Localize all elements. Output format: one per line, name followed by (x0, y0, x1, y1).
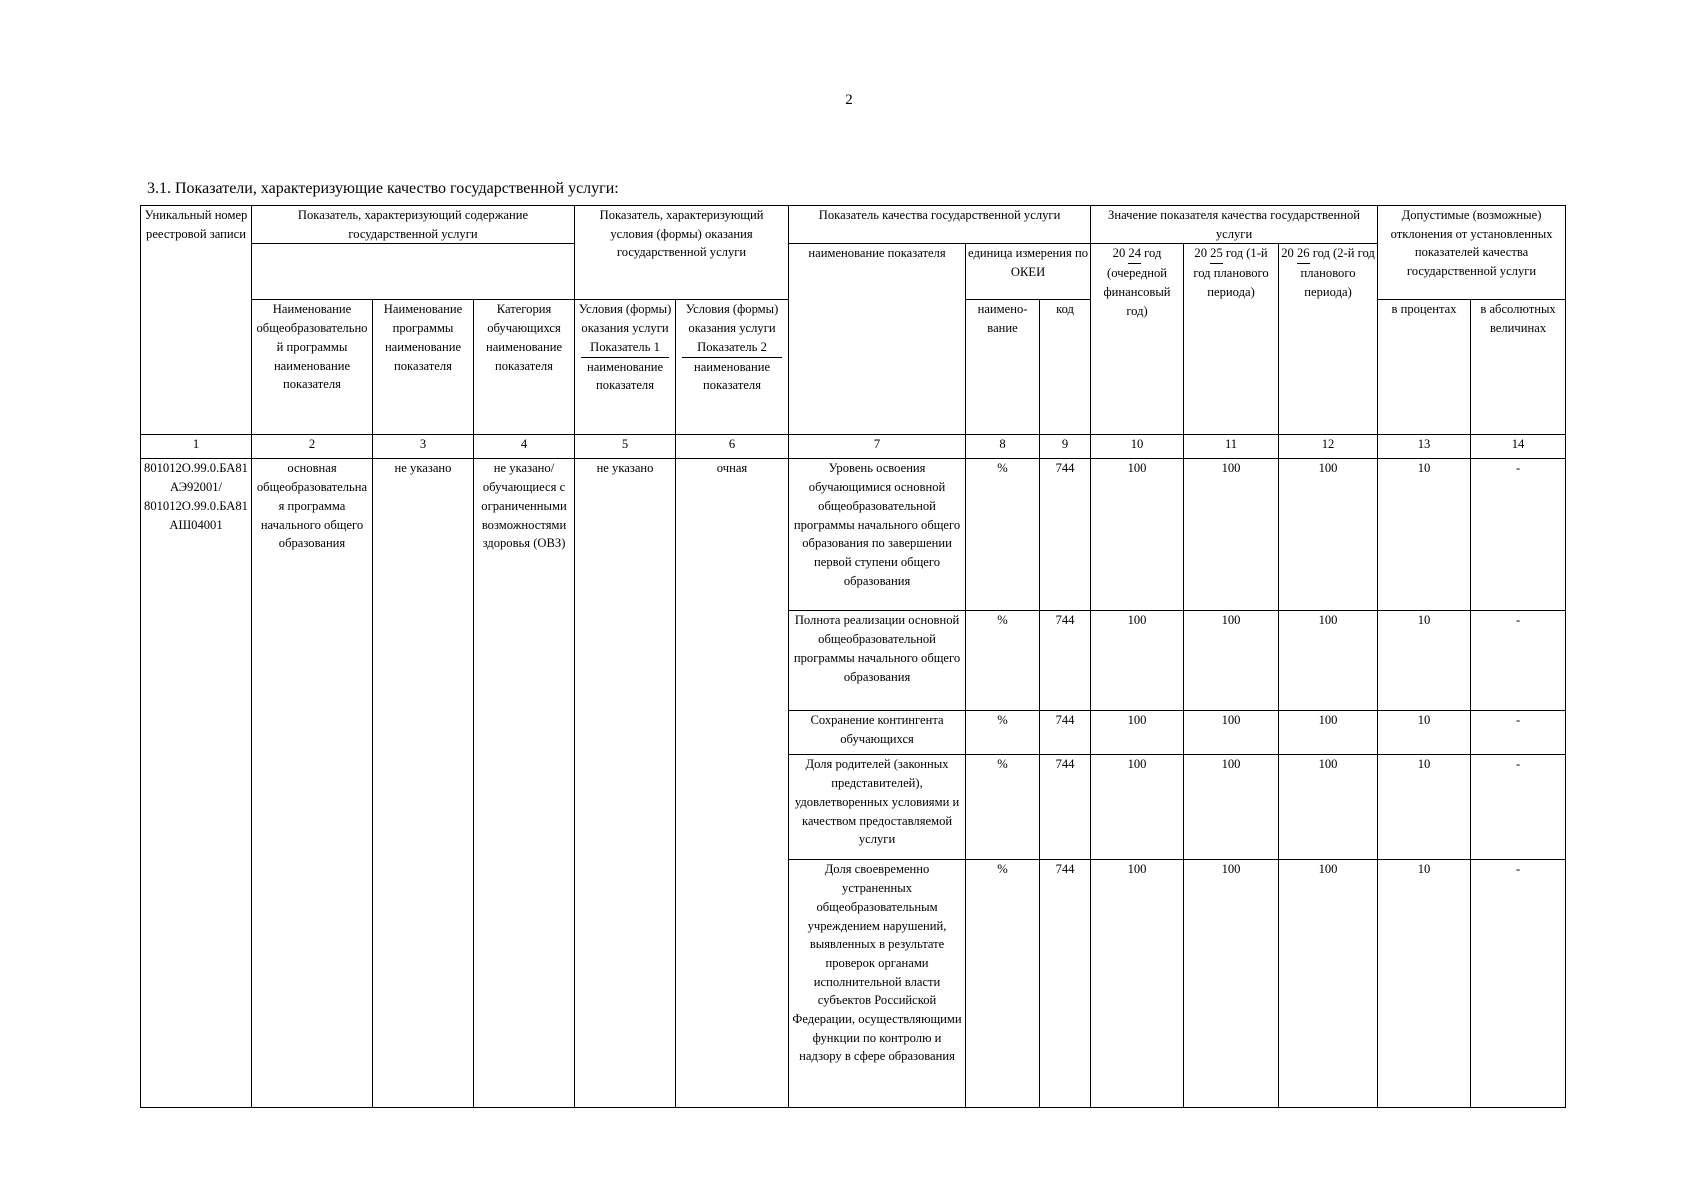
indicator-year-2: 100 (1184, 611, 1279, 711)
year-2-suffix: год (1-й год планового периода) (1193, 246, 1269, 299)
indicator-year-3: 100 (1279, 459, 1378, 611)
year-3-prefix: 20 (1281, 246, 1294, 261)
header-col-3-sub: наименование показателя (384, 339, 462, 373)
header-unit-okei: единица измерения по ОКЕИ (966, 244, 1091, 300)
header-content-blank (252, 244, 575, 300)
indicator-name: Сохранение контингента обучающихся (789, 711, 966, 755)
indicator-dev-percent: 10 (1378, 459, 1471, 611)
indicator-unit: % (966, 711, 1040, 755)
indicator-year-1: 100 (1091, 459, 1184, 611)
header-col-2-sub: наименование показателя (273, 358, 351, 392)
indicator-dev-absolute: - (1471, 711, 1566, 755)
header-col-4-title: Категория обучающихся (487, 302, 561, 336)
indicator-dev-absolute: - (1471, 860, 1566, 1108)
indicator-dev-absolute: - (1471, 755, 1566, 860)
indicator-dev-absolute: - (1471, 611, 1566, 711)
header-col-4 (474, 300, 575, 435)
header-col-4-sub: наименование показателя (485, 339, 563, 373)
header-conditions-group: Показатель, характеризующий условия (формы) оказания государственной услуги (575, 206, 789, 300)
record-condition-2: очная (676, 459, 789, 1108)
year-2-value: 25 (1210, 244, 1223, 264)
record-category: не указано/ обучающиеся с ограниченными возможностями здоровья (ОВЗ) (474, 459, 575, 1108)
col-number: 14 (1471, 435, 1566, 459)
col-number: 1 (141, 435, 252, 459)
col-number: 4 (474, 435, 575, 459)
year-1-prefix: 20 (1112, 246, 1126, 261)
indicator-year-1: 100 (1091, 711, 1184, 755)
header-col-3 (373, 300, 474, 435)
header-col-6-title: Условия (формы) оказания услуги Показатель 2 (685, 302, 779, 354)
col-number: 9 (1040, 435, 1091, 459)
header-col-5-title: Условия (формы) оказания услуги Показатель 1 (578, 302, 672, 354)
header-col-2 (252, 300, 373, 435)
year-3-value: 26 (1297, 244, 1310, 264)
indicator-unit: % (966, 611, 1040, 711)
header-col-2-title: Наименование общеобразовательной программы (256, 302, 368, 354)
indicator-year-2: 100 (1184, 755, 1279, 860)
indicator-name: Уровень освоения обучающимися основной общеобразовательной программы начального общего образования по завершении первой ступени общего образования (789, 459, 966, 611)
header-registry-id: Уникальный номер реестровой записи (141, 206, 252, 435)
header-year-2 (1184, 244, 1279, 435)
indicator-dev-percent: 10 (1378, 611, 1471, 711)
indicator-year-1: 100 (1091, 860, 1184, 1108)
col-number: 11 (1184, 435, 1279, 459)
indicator-year-3: 100 (1279, 711, 1378, 755)
section-title: 3.1. Показатели, характеризующие качество государственной услуги: (147, 180, 619, 197)
header-col-5 (575, 300, 676, 435)
indicator-year-1: 100 (1091, 611, 1184, 711)
indicator-unit: % (966, 459, 1040, 611)
indicator-year-3: 100 (1279, 611, 1378, 711)
header-col-5-sub: наименование показателя (586, 359, 664, 393)
indicator-code: 744 (1040, 860, 1091, 1108)
header-unit-name: наимено-вание (966, 300, 1040, 435)
indicator-name: Полнота реализации основной общеобразовательной программы начального общего образования (789, 611, 966, 711)
indicator-year-3: 100 (1279, 860, 1378, 1108)
header-deviation-group: Допустимые (возможные) отклонения от установленных показателей качества государственной услуги (1378, 206, 1566, 300)
header-value-group: Значение показателя качества государственной услуги (1091, 206, 1378, 244)
indicator-code: 744 (1040, 711, 1091, 755)
indicator-code: 744 (1040, 459, 1091, 611)
year-2-prefix: 20 (1194, 246, 1207, 261)
header-content-group: Показатель, характеризующий содержание государственной услуги (252, 206, 575, 244)
indicator-dev-percent: 10 (1378, 711, 1471, 755)
indicator-unit: % (966, 860, 1040, 1108)
quality-indicators-table (140, 205, 1566, 1108)
header-col-3-title: Наименование программы (383, 302, 463, 336)
col-number: 6 (676, 435, 789, 459)
col-number: 10 (1091, 435, 1184, 459)
header-year-3 (1279, 244, 1378, 435)
col-number: 13 (1378, 435, 1471, 459)
indicator-name: Доля своевременно устраненных общеобразовательным учреждением нарушений, выявленных в результате проверок органами исполнительной власти субъектов Российской Федерации, осуществляющими функции по контролю и надзору в сфере образования (789, 860, 966, 1108)
record-program-name: не указано (373, 459, 474, 1108)
indicator-year-3: 100 (1279, 755, 1378, 860)
indicator-dev-percent: 10 (1378, 755, 1471, 860)
col-number: 3 (373, 435, 474, 459)
col-number: 12 (1279, 435, 1378, 459)
col-number: 8 (966, 435, 1040, 459)
header-quality-group: Показатель качества государственной услуги (789, 206, 1091, 244)
header-dev-percent: в процентах (1378, 300, 1471, 435)
indicator-code: 744 (1040, 755, 1091, 860)
year-1-value: 24 (1128, 244, 1141, 264)
col-number: 5 (575, 435, 676, 459)
indicator-year-2: 100 (1184, 459, 1279, 611)
header-col-6 (676, 300, 789, 435)
record-program: основная общеобразовательная программа начального общего образования (252, 459, 373, 1108)
indicator-name: Доля родителей (законных представителей), удовлетворенных условиями и качеством предоставляемой услуги (789, 755, 966, 860)
page-number: 2 (845, 92, 853, 108)
indicator-dev-absolute: - (1471, 459, 1566, 611)
indicator-unit: % (966, 755, 1040, 860)
header-col-6-sub: наименование показателя (693, 359, 771, 393)
indicator-code: 744 (1040, 611, 1091, 711)
col-number: 7 (789, 435, 966, 459)
indicator-year-1: 100 (1091, 755, 1184, 860)
indicator-dev-percent: 10 (1378, 860, 1471, 1108)
header-year-1 (1091, 244, 1184, 435)
header-unit-code: код (1040, 300, 1091, 435)
col-number: 2 (252, 435, 373, 459)
header-indicator-name: наименование показателя (789, 244, 966, 435)
table-row (141, 459, 1566, 611)
year-3-suffix: год (2-й год планового периода) (1300, 246, 1375, 299)
record-registry-id: 801012О.99.0.БА81АЭ92001/ 801012О.99.0.БА81АШ04001 (141, 459, 252, 1108)
indicator-year-2: 100 (1184, 711, 1279, 755)
record-condition-1: не указано (575, 459, 676, 1108)
indicator-year-2: 100 (1184, 860, 1279, 1108)
year-1-suffix: год (очередной финансовый год) (1103, 246, 1171, 318)
header-dev-absolute: в абсолютных величинах (1471, 300, 1566, 435)
